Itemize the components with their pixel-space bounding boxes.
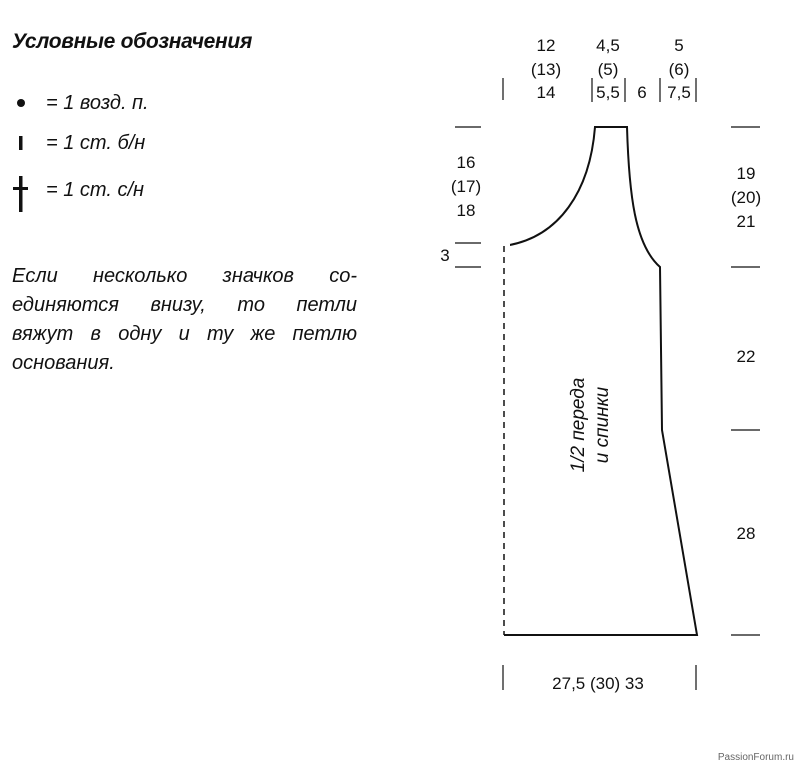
top-width-a-1: 12 (536, 36, 556, 55)
right-height-upper-1: 19 (736, 164, 756, 183)
note-line: основания. (12, 352, 115, 374)
top-width-d-1: 5 (674, 36, 684, 55)
right-height-lower: 28 (736, 524, 756, 543)
top-width-b-2: (5) (597, 60, 619, 79)
left-height-shoulder-drop: 3 (440, 246, 450, 265)
piece-outline (504, 127, 697, 635)
piece-label-line-1: 1/2 переда (568, 377, 589, 473)
top-width-d-2: (6) (668, 60, 690, 79)
legend-text-sc: = 1 ст. б/н (46, 131, 146, 154)
top-width-b-1: 4,5 (596, 36, 620, 55)
left-height-armhole-3: 18 (456, 201, 476, 220)
top-width-b-3: 5,5 (596, 83, 620, 102)
right-height-upper-3: 21 (736, 212, 756, 231)
left-height-armhole-2: (17) (450, 177, 482, 196)
note-line: единяются внизу, то петли (12, 294, 357, 316)
watermark: PassionForum.ru (717, 752, 794, 763)
top-width-a-3: 14 (536, 83, 556, 102)
legend-title: Условные обозначения (12, 30, 253, 53)
top-width-d-3: 7,5 (667, 83, 691, 102)
piece-label (568, 378, 613, 473)
legend-text-dc: = 1 ст. с/н (46, 178, 145, 201)
piece-label-line-2: и спинки (592, 386, 613, 464)
bottom-width: 27,5 (30) 33 (552, 674, 644, 693)
right-height-upper-2: (20) (730, 188, 762, 207)
right-height-middle: 22 (736, 347, 756, 366)
top-width-a-2: (13) (530, 60, 562, 79)
left-height-armhole-1: 16 (456, 153, 476, 172)
top-width-c: 6 (637, 83, 647, 102)
note-line: вяжут в одну и ту же петлю (12, 323, 357, 345)
legend-text-chain: = 1 возд. п. (46, 91, 149, 114)
note-line: Если несколько значков со- (12, 265, 357, 287)
